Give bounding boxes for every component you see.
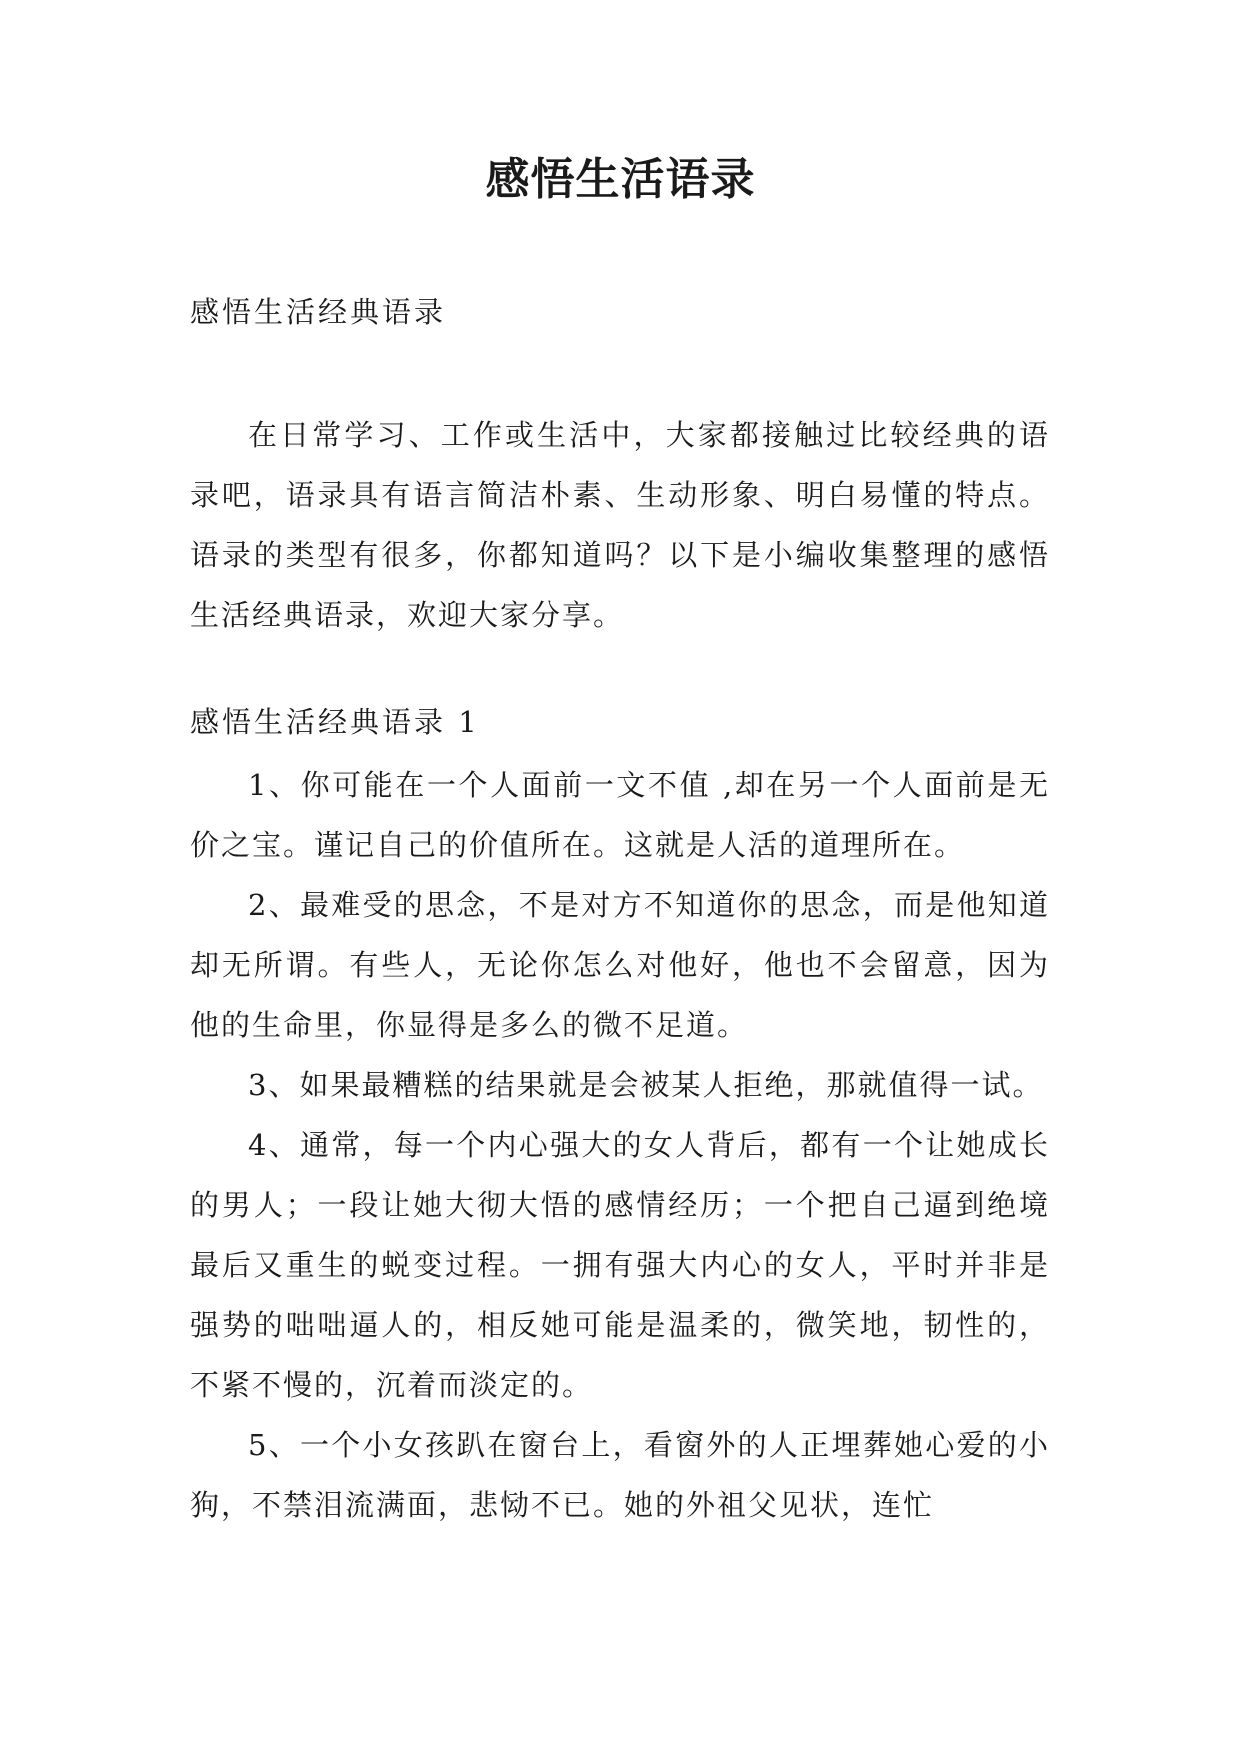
quote-paragraph: 2、最难受的思念，不是对方不知道你的思念，而是他知道却无所谓。有些人，无论你怎么对他好，他也不会留意，因为他的生命里，你显得是多么的微不足道。 bbox=[190, 888, 1050, 1042]
intro-section bbox=[190, 405, 1050, 645]
quotes-list bbox=[190, 755, 1050, 1535]
quote-paragraph: 1、你可能在一个人面前一文不值 ,却在另一个人面前是无价之宝。谨记自己的价值所在。这就是人活的道理所在。 bbox=[190, 768, 1050, 862]
quote-paragraph: 3、如果最糟糕的结果就是会被某人拒绝，那就值得一试。 bbox=[248, 1068, 1044, 1102]
document-title: 感悟生活语录 bbox=[485, 154, 756, 205]
intro-paragraph: 在日常学习、工作或生活中，大家都接触过比较经典的语录吧，语录具有语言简洁朴素、生动形象、明白易懂的特点。语录的类型有很多，你都知道吗？以下是小编收集整理的感悟生活经典语录，欢迎大家分享。 bbox=[190, 418, 1050, 632]
quote-paragraph: 5、一个小女孩趴在窗台上，看窗外的人正埋葬她心爱的小狗，不禁泪流满面，悲恸不已。她的外祖父见状，连忙 bbox=[190, 1428, 1050, 1522]
quote-paragraph: 4、通常，每一个内心强大的女人背后，都有一个让她成长的男人；一段让她大彻大悟的感情经历；一个把自己逼到绝境最后又重生的蜕变过程。一拥有强大内心的女人，平时并非是强势的咄咄逼人的，相反她可能是温柔的，微笑地，韧性的，不紧不慢的，沉着而淡定的。 bbox=[190, 1128, 1050, 1402]
section-heading: 感悟生活经典语录 1 bbox=[190, 705, 480, 739]
document-subtitle: 感悟生活经典语录 bbox=[190, 295, 447, 329]
